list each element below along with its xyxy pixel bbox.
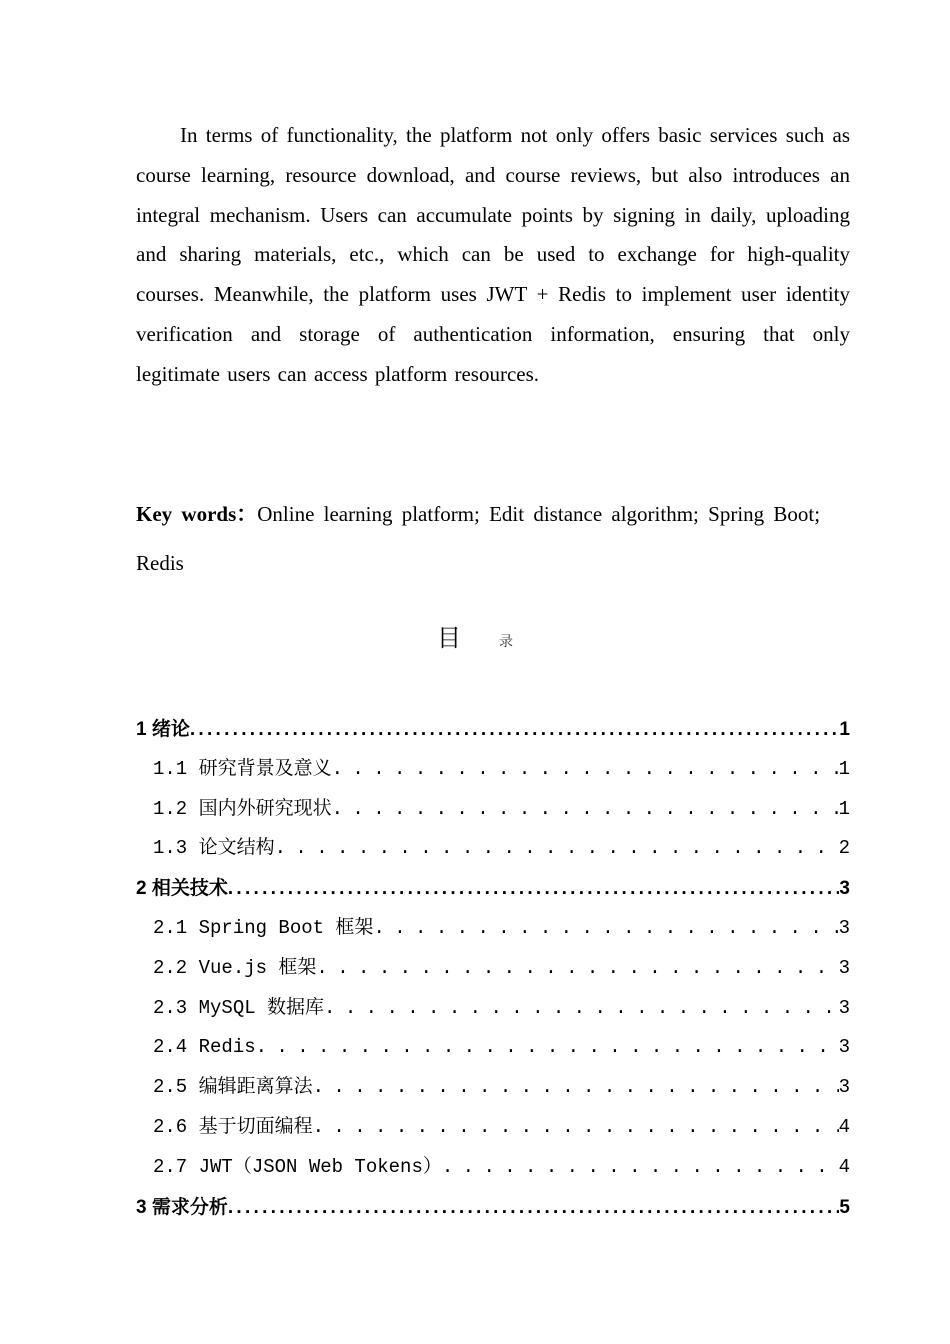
toc-entry-label: 1.1 研究背景及意义 bbox=[153, 757, 332, 780]
keywords bbox=[136, 490, 826, 588]
toc-leader-dots bbox=[313, 1068, 839, 1108]
toc-entry[interactable] bbox=[136, 829, 850, 869]
toc-entry-page: 3 bbox=[838, 1076, 850, 1099]
toc-leader-dots bbox=[275, 829, 839, 869]
toc-entry-page: 1 bbox=[839, 719, 850, 740]
toc-entry-label: 1 绪论 bbox=[136, 719, 190, 740]
toc-leader-dots bbox=[228, 869, 840, 909]
toc-leader-dots bbox=[316, 949, 838, 989]
toc-entry-page: 3 bbox=[838, 1036, 850, 1059]
keywords-label: Key words： bbox=[136, 502, 258, 526]
toc-entry-label: 2.1 Spring Boot 框架 bbox=[153, 916, 374, 939]
toc-entry[interactable] bbox=[136, 869, 850, 909]
toc-entry-page: 3 bbox=[838, 956, 850, 979]
toc-entry-page: 1 bbox=[838, 757, 850, 780]
toc-entry-label: 2.7 JWT（JSON Web Tokens） bbox=[153, 1155, 442, 1178]
table-of-contents bbox=[136, 710, 850, 1227]
toc-entry-label: 2.3 MySQL 数据库 bbox=[153, 996, 325, 1019]
toc-entry[interactable] bbox=[136, 710, 850, 750]
toc-entry-page: 4 bbox=[838, 1155, 850, 1178]
toc-entry-page: 4 bbox=[838, 1115, 850, 1138]
abstract-paragraph: In terms of functionality, the platform not only offers basic services such as course learning, resource download, and course reviews, but also introduces an integral mechanism. Users can accumulate points by signing in daily, uploading and sharing materials, etc., which can be used to exchange for high-quality courses. Meanwhile, the platform uses JWT + Redis to implement user identity verification and storage of authentication information, ensuring that only legitimate users can access platform resources. bbox=[136, 123, 850, 386]
toc-entry[interactable] bbox=[136, 750, 850, 790]
toc-entry-label: 2 相关技术 bbox=[136, 878, 228, 900]
toc-entry[interactable] bbox=[136, 1148, 850, 1188]
toc-leader-dots bbox=[228, 1188, 840, 1228]
toc-leader-dots bbox=[256, 1028, 839, 1068]
toc-entry[interactable] bbox=[136, 1108, 850, 1148]
toc-entry[interactable] bbox=[136, 989, 850, 1029]
toc-leader-dots bbox=[313, 1108, 839, 1148]
toc-entry[interactable] bbox=[136, 949, 850, 989]
toc-entry[interactable] bbox=[136, 1028, 850, 1068]
toc-entry-page: 1 bbox=[838, 797, 850, 820]
toc-entry-page: 3 bbox=[839, 878, 850, 900]
toc-leader-dots bbox=[324, 989, 839, 1029]
toc-leader-dots bbox=[373, 909, 838, 949]
toc-entry[interactable] bbox=[136, 1068, 850, 1108]
toc-leader-dots bbox=[332, 790, 839, 830]
toc-entry-label: 1.2 国内外研究现状 bbox=[153, 797, 332, 820]
toc-entry-label: 2.4 Redis bbox=[153, 1036, 256, 1059]
toc-leader-dots bbox=[190, 710, 840, 750]
toc-title bbox=[0, 618, 950, 653]
keywords-value: Online learning platform; Edit distance algorithm; Spring Boot; Redis bbox=[136, 502, 821, 575]
toc-title-2: 录 bbox=[499, 634, 513, 650]
toc-entry[interactable] bbox=[136, 1188, 850, 1228]
toc-leader-dots bbox=[442, 1148, 839, 1188]
toc-entry-label: 2.6 基于切面编程 bbox=[153, 1115, 313, 1138]
toc-entry-label: 2.2 Vue.js 框架 bbox=[153, 956, 317, 979]
toc-entry-label: 2.5 编辑距离算法 bbox=[153, 1076, 313, 1099]
toc-entry-page: 3 bbox=[838, 996, 850, 1019]
toc-entry-label: 3 需求分析 bbox=[136, 1196, 228, 1218]
toc-entry[interactable] bbox=[136, 909, 850, 949]
toc-title-1: 目 bbox=[437, 624, 461, 652]
toc-entry[interactable] bbox=[136, 790, 850, 830]
toc-entry-page: 3 bbox=[838, 916, 850, 939]
toc-entry-page: 5 bbox=[839, 1196, 850, 1218]
toc-entry-label: 1.3 论文结构 bbox=[153, 837, 275, 860]
toc-leader-dots bbox=[332, 750, 839, 790]
toc-entry-page: 2 bbox=[838, 837, 850, 860]
